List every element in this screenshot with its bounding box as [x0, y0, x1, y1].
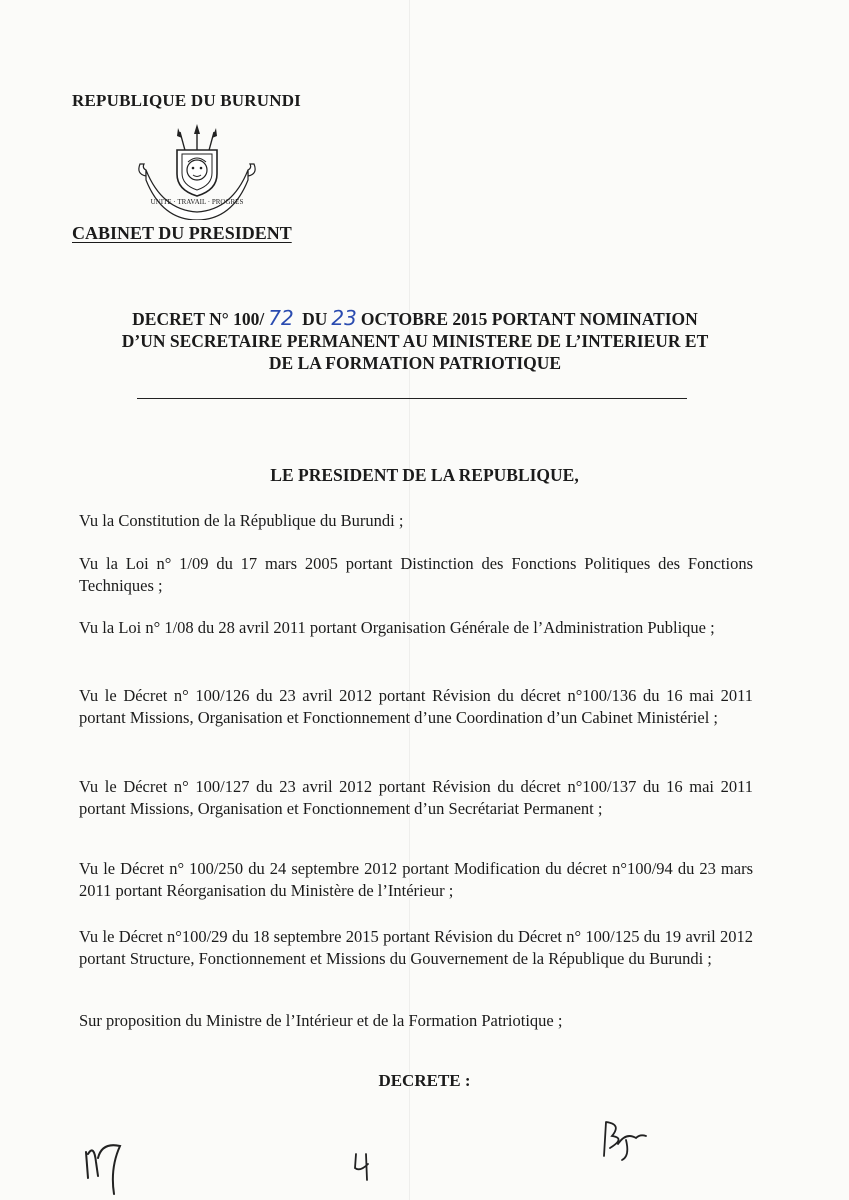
- handwritten-decree-number: 72: [268, 306, 294, 330]
- handwritten-page-mark: [350, 1150, 374, 1184]
- emblem-motto: UNITE · TRAVAIL · PROGRES: [150, 198, 244, 206]
- title-underline: [137, 398, 687, 399]
- consideration-decret-100-126: Vu le Décret n° 100/126 du 23 avril 2012 portant Révision du décret n°100/136 du 16 mai 2011 portant Missions, Organisation et Fonctionnement d’une Coordination d’un Cabinet Ministériel ;: [79, 686, 753, 727]
- consideration-decret-100-250: Vu le Décret n° 100/250 du 24 septembre 2012 portant Modification du décret n°100/94 du 23 mars 2011 portant Réorganisation du Ministère de l’Intérieur ;: [79, 859, 753, 900]
- coat-of-arms-emblem: [132, 124, 262, 220]
- office-heading: CABINET DU PRESIDENT: [72, 223, 292, 243]
- consideration-proposition: Sur proposition du Ministre de l’Intérieur et de la Formation Patriotique ;: [79, 1011, 563, 1030]
- consideration-decret-100-127: Vu le Décret n° 100/127 du 23 avril 2012 portant Révision du décret n°100/137 du 16 mai 2011 portant Missions, Organisation et Fonctionnement d’un Secrétariat Permanent ;: [79, 777, 753, 818]
- decree-number-prefix: DECRET N° 100/: [132, 309, 265, 329]
- consideration-constitution: Vu la Constitution de la République du Burundi ;: [79, 511, 404, 530]
- decree-title-line-2: D’UN SECRETAIRE PERMANENT AU MINISTERE DE L’INTERIEUR ET: [121, 331, 709, 351]
- decree-date-suffix: OCTOBRE 2015 PORTANT NOMINATION: [360, 309, 698, 329]
- country-heading: REPUBLIQUE DU BURUNDI: [72, 91, 302, 110]
- consideration-decret-100-29: Vu le Décret n°100/29 du 18 septembre 2015 portant Révision du Décret n° 100/125 du 19 avril 2012 portant Structure, Fonctionnement et Missions du Gouvernement de la République du Burundi ;: [79, 927, 753, 968]
- preamble-heading: LE PRESIDENT DE LA REPUBLIQUE,: [270, 465, 579, 485]
- handwritten-initials-left: [80, 1132, 132, 1198]
- handwritten-decree-day: 23: [331, 306, 357, 330]
- handwritten-initials-right: [596, 1116, 648, 1162]
- decree-title: [70, 307, 760, 374]
- consideration-loi-1-08: Vu la Loi n° 1/08 du 28 avril 2011 portant Organisation Générale de l’Administration Publique ;: [79, 618, 715, 637]
- consideration-loi-1-09: Vu la Loi n° 1/09 du 17 mars 2005 portant Distinction des Fonctions Politiques des Fonctions Techniques ;: [79, 554, 753, 595]
- decree-du: DU: [302, 309, 328, 329]
- decree-title-line-3: DE LA FORMATION PATRIOTIQUE: [268, 353, 562, 373]
- decrete-heading: DECRETE :: [378, 1071, 471, 1090]
